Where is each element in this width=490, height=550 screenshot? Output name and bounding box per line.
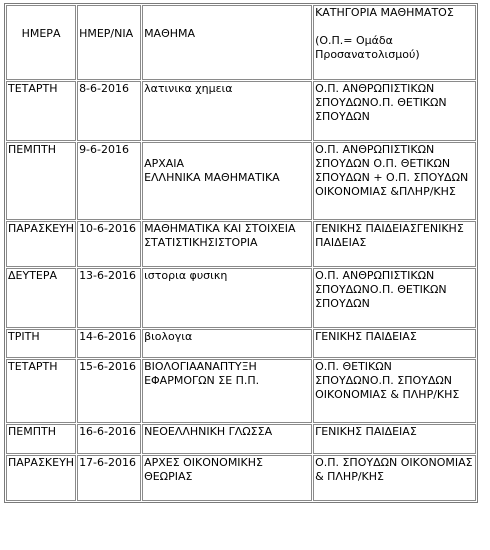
subject-cell: ΑΡΧΕΣ ΟΙΚΟΝΟΜΙΚΗΣ ΘΕΩΡΙΑΣ [142, 455, 312, 501]
subject-cell: ΜΑΘΗΜΑΤΙΚΑ ΚΑΙ ΣΤΟΙΧΕΙΑ ΣΤΑΤΙΣΤΙΚΗΣΙΣΤΟΡΙΑ [142, 221, 312, 267]
subject-cell: ΑΡΧΑΙΑ ΕΛΛΗΝΙΚΑ ΜΑΘΗΜΑΤΙΚΑ [142, 142, 312, 220]
category-cell: Ο.Π. ΘΕΤΙΚΩΝ ΣΠΟΥΔΩΝΟ.Π. ΣΠΟΥΔΩΝ ΟΙΚΟΝΟΜΙΑΣ & ΠΛΗΡ/ΚΗΣ [313, 359, 476, 423]
table-row [6, 221, 476, 267]
header-subject: ΜΑΘΗΜΑ [142, 5, 312, 80]
date-cell: 14-6-2016 [77, 329, 141, 358]
table-row [6, 359, 476, 423]
exam-schedule-table [4, 3, 478, 503]
subject-cell: ΒΙΟΛΟΓΙΑΑΝΑΠΤΥΞΗ ΕΦΑΡΜΟΓΩΝ ΣΕ Π.Π. [142, 359, 312, 423]
subject-cell: ΝΕΟΕΛΛΗΝΙΚΗ ΓΛΩΣΣΑ [142, 424, 312, 454]
table-row [6, 268, 476, 328]
day-cell: ΔΕΥΤΕΡΑ [6, 268, 76, 328]
day-cell: ΠΕΜΠΤΗ [6, 424, 76, 454]
date-cell: 13-6-2016 [77, 268, 141, 328]
day-cell: ΠΕΜΠΤΗ [6, 142, 76, 220]
date-cell: 16-6-2016 [77, 424, 141, 454]
date-cell: 10-6-2016 [77, 221, 141, 267]
category-cell: ΓΕΝΙΚΗΣ ΠΑΙΔΕΙΑΣ [313, 424, 476, 454]
date-cell: 15-6-2016 [77, 359, 141, 423]
category-cell: Ο.Π. ΑΝΘΡΩΠΙΣΤΙΚΩΝ ΣΠΟΥΔΩΝΟ.Π. ΘΕΤΙΚΩΝ ΣΠΟΥΔΩΝ [313, 268, 476, 328]
category-cell: Ο.Π. ΑΝΘΡΩΠΙΣΤΙΚΩΝ ΣΠΟΥΔΩΝΟ.Π. ΘΕΤΙΚΩΝ ΣΠΟΥΔΩΝ [313, 81, 476, 141]
category-cell: Ο.Π. ΑΝΘΡΩΠΙΣΤΙΚΩΝ ΣΠΟΥΔΩΝ Ο.Π. ΘΕΤΙΚΩΝ ΣΠΟΥΔΩΝ + Ο.Π. ΣΠΟΥΔΩΝ ΟΙΚΟΝΟΜΙΑΣ &ΠΛΗΡ/ΚΗΣ [313, 142, 476, 220]
day-cell: ΤΡΙΤΗ [6, 329, 76, 358]
date-cell: 17-6-2016 [77, 455, 141, 501]
header-row [6, 5, 476, 80]
date-cell: 8-6-2016 [77, 81, 141, 141]
subject-cell: ιστορια φυσικη [142, 268, 312, 328]
table-row [6, 81, 476, 141]
subject-cell: λατινικα χημεια [142, 81, 312, 141]
category-cell: ΓΕΝΙΚΗΣ ΠΑΙΔΕΙΑΣΓΕΝΙΚΗΣ ΠΑΙΔΕΙΑΣ [313, 221, 476, 267]
exam-schedule [4, 3, 478, 503]
day-cell: ΠΑΡΑΣΚΕΥΗ [6, 221, 76, 267]
header-day: ΗΜΕΡΑ [6, 5, 76, 80]
date-cell: 9-6-2016 [77, 142, 141, 220]
day-cell: ΤΕΤΑΡΤΗ [6, 81, 76, 141]
day-cell: ΠΑΡΑΣΚΕΥΗ [6, 455, 76, 501]
subject-cell: βιολογια [142, 329, 312, 358]
day-cell: ΤΕΤΑΡΤΗ [6, 359, 76, 423]
category-cell: Ο.Π. ΣΠΟΥΔΩΝ ΟΙΚΟΝΟΜΙΑΣ & ΠΛΗΡ/ΚΗΣ [313, 455, 476, 501]
category-cell: ΓΕΝΙΚΗΣ ΠΑΙΔΕΙΑΣ [313, 329, 476, 358]
header-date: ΗΜΕΡ/ΝΙΑ [77, 5, 141, 80]
header-category: ΚΑΤΗΓΟΡΙΑ ΜΑΘΗΜΑΤΟΣ (Ο.Π.= Ομάδα Προσανατολισμού) [313, 5, 476, 80]
table-row [6, 424, 476, 454]
table-row [6, 142, 476, 220]
table-row [6, 329, 476, 358]
table-row [6, 455, 476, 501]
